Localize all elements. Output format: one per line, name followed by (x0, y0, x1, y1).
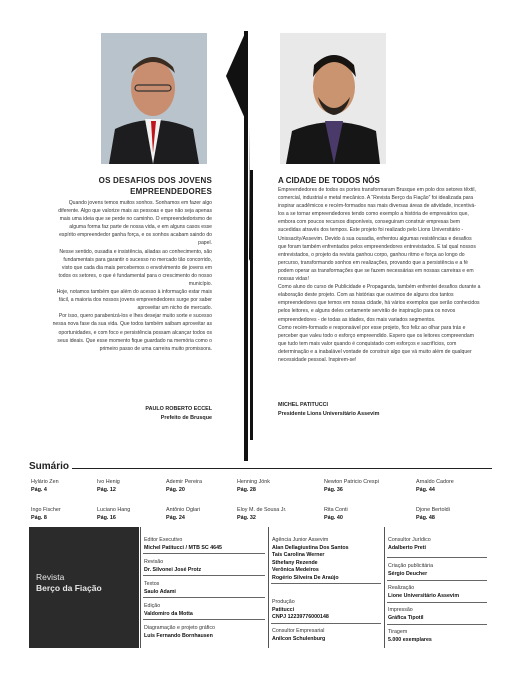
credit-label: Edição (144, 603, 161, 609)
credit-value: Verônica Medeiros (272, 567, 319, 573)
left-paragraph: Hoje, notamos também que além do acesso à informação estar mais fácil, a maioria dos nossos jovens empreendedores surge por saber aproveitar um nicho de mercado. (56, 289, 212, 312)
toc-item[interactable] (324, 478, 404, 494)
credit-rule (271, 623, 381, 624)
portrait-man-suit-icon (101, 33, 207, 164)
credit-value: Dr. Silvonei José Protz (144, 566, 202, 573)
toc-name: Rita Conti (324, 507, 348, 513)
masthead-title (36, 572, 102, 594)
toc-item[interactable] (237, 506, 317, 522)
credit-rule (387, 580, 487, 581)
credit-label: Editor Executivo (144, 537, 183, 543)
credit-rule (387, 624, 487, 625)
left-title-line2: EMPREENDEDORES (130, 187, 212, 196)
toc-name: Newton Patricio Crespi (324, 479, 379, 485)
credit-value: Patitucci (272, 606, 295, 613)
center-divider (222, 31, 252, 461)
right-article-title: A CIDADE DE TODOS NÓS (278, 176, 380, 185)
credit-value: CNPJ 12239776000148 (272, 614, 329, 620)
credit-revisao (144, 559, 252, 574)
toc-name: Eloy M. de Sousa Jr. (237, 507, 287, 513)
revista-label: Revista (36, 572, 65, 582)
toc-page: Pág. 28 (237, 487, 256, 493)
credit-label: Diagramação e projeto gráfico (144, 625, 215, 631)
left-paragraph: Por isso, quero parabenizá-los e lhes desejar muito sorte e sucesso nessa nova fase da sua vida. Que todos também saibam aproveitar as oportunidades, e com foco e persistência possam alcançar todos os seus ideais. Que esse momento fique guardado na memória como o primeiro passo de uma carreira muito promissora. (52, 313, 212, 352)
signature-role: Presidente Lions Universitário Assevim (278, 411, 380, 417)
credit-rule (143, 597, 265, 598)
credit-value: Michel Patitucci / MTB SC 4645 (144, 544, 223, 551)
credit-value: Gráfica Tipotil (388, 614, 424, 621)
credit-rule (387, 602, 487, 603)
credit-consultor-juridico (388, 537, 496, 552)
credit-impressao (388, 607, 496, 622)
toc-page: Pág. 36 (324, 487, 343, 493)
credit-realizacao (388, 585, 496, 600)
credit-rule (143, 619, 265, 620)
credit-label: Tiragem (388, 629, 408, 635)
credit-label: Criação publicitária (388, 563, 434, 569)
credit-edicao (144, 603, 252, 618)
credit-label: Revisão (144, 559, 164, 565)
toc-page: Pág. 8 (31, 515, 47, 521)
left-paragraph: Quando jovens temos muitos sonhos. Sonhamos em fazer algo diferente. Algo que valorize mais as pessoas e que não seja apenas mais uma ideia que se perde no caminho. O empreendedorismo de alguma forma faz parte de nossa vida, e em alguns casos esse espírito empreendedor ganha força, e os sonhos acabam saindo do papel. (58, 200, 212, 247)
toc-page: Pág. 24 (166, 515, 185, 521)
credits-separator (268, 527, 269, 648)
toc-item[interactable] (166, 506, 246, 522)
toc-name: Antônio Oglari (166, 507, 201, 513)
credit-value: 5.000 exemplares (388, 636, 432, 643)
signature-name: MICHEL PATITUCCI (278, 402, 329, 408)
toc-item[interactable] (97, 506, 177, 522)
right-paragraph: Como recém-formado e responsável por esse projeto, fico feliz ao olhar para trás e perceber que valeu todo o esforço empreendido. Espero que os leitores compreendam que tudo tem mais valor quando é conquistado com esforços e sacrifícios, com determinação e a inabalável vontade de construir algo que vá muito além de qualquer necessidade pessoal. Inspirem-se! (278, 324, 474, 363)
toc-item[interactable] (97, 478, 177, 494)
left-signature (52, 405, 212, 423)
toc-page: Pág. 12 (97, 487, 116, 493)
credit-consultor-empresarial (272, 628, 380, 643)
portrait-young-man-icon (280, 33, 386, 164)
credit-label: Consultor Jurídico (388, 537, 431, 543)
toc-name: Ivo Henig (97, 479, 120, 485)
revista-title: Berço da Fiação (36, 583, 102, 593)
toc-name: Ademir Pereira (166, 479, 202, 485)
credits-separator (384, 527, 385, 648)
credit-textos (144, 581, 252, 596)
toc-name: Djone Bertoldi (416, 507, 450, 513)
right-article-body (278, 186, 481, 364)
left-paragraph: Nesse sentido, ousadia e insistência, aliadas ao conhecimento, são fundamentais para garantir o sucesso no mercado tão concorrido, visto que cada dia mais percebemos o envolvimento de jovens em todos os setores, o que é fundamental para o crescimento do nosso município. (58, 248, 212, 287)
credit-value: Sthefany Rezende (272, 559, 318, 566)
credit-value: Taís Carolina Werner (272, 552, 325, 558)
credit-label: Consultor Empresarial (272, 628, 325, 634)
credit-label: Realização (388, 585, 415, 591)
toc-page: Pág. 44 (416, 487, 435, 493)
toc-page: Pág. 40 (324, 515, 343, 521)
toc-item[interactable] (416, 478, 496, 494)
sumario-rule (72, 468, 492, 469)
credit-label: Impressão (388, 607, 413, 613)
sumario-title: Sumário (29, 461, 70, 472)
toc-page: Pág. 20 (166, 487, 185, 493)
signature-name: PAULO ROBERTO ECCEL (145, 406, 212, 412)
credit-value: Alan Dellagiustina Dos Santos (272, 544, 349, 551)
credit-rule (387, 557, 487, 558)
left-article-body (52, 199, 212, 353)
credit-value: Luis Fernando Bornhausen (144, 632, 213, 639)
toc-name: Ingo Fischer (31, 507, 61, 513)
toc-name: Hylário Zen (31, 479, 59, 485)
toc-item[interactable] (166, 478, 246, 494)
credit-value: Saulo Adami (144, 588, 176, 595)
credit-rule (271, 583, 381, 584)
toc-item[interactable] (237, 478, 317, 494)
toc-name: Luciano Hang (97, 507, 131, 513)
credit-rule (143, 553, 265, 554)
toc-page: Pág. 32 (237, 515, 256, 521)
right-divider-bar (250, 170, 253, 440)
photo-paulo-roberto-eccel (101, 33, 207, 164)
photo-michel-patitucci (280, 33, 386, 164)
toc-item[interactable] (416, 506, 496, 522)
right-paragraph: Empreendedores de todos os portes transformaram Brusque em polo dos setores têxtil, comercial, industrial e metal mecânico. A “Revista Berço da Fiação” foi idealizada para inspirar acadêmicos e recém-formados nas mais diversas áreas de atividade, incentivá-los a se tornar empreendedores tendo como exemplo a história de empresários que, embora com poucos recursos disponíveis, conseguiram construir empresas bem sucedidas através dos tempos. Este projeto foi realizado pelo Lions Universitário - Unissacity/Assevim. Devido à sua ousadia, enfrentou algumas resistências e desafios que foram também enfrentados pelos empreendedores entrevistados. E tal qual nossos entrevistados, o projeto da revista ganhou corpo, ganhou ritmo e força ao longo do percurso, transformando sonhos em realizações, provando que a persistência e a fé podem operar as transformações que se fazem necessárias em nossas carreiras e em nossas vidas! (278, 187, 476, 283)
right-signature (278, 401, 478, 419)
toc-name: Arnaldo Cadore (416, 479, 454, 485)
right-paragraph: Como aluno do curso de Publicidade e Propaganda, também enfrentei desafios durante a elaboração deste projeto. Com as histórias que ouvimos de alguns dos tantos empreendedores que temos em nossa cidade, há vários exemplos que serão conhecidos pelos leitores, e alguns deles certamente servirão de inspiração para os novos empreendedores - de todas as idades, dos mais variados segmentos. (278, 284, 481, 323)
credit-rule (143, 575, 265, 576)
credit-value: Rogério Silveira De Araújo (272, 574, 339, 581)
credit-value: Valdomiro da Motta (144, 610, 193, 617)
credit-value: Lione Universitário Assevim (388, 592, 460, 599)
toc-page: Pág. 48 (416, 515, 435, 521)
credit-label: Textos (144, 581, 160, 587)
toc-item[interactable] (324, 506, 404, 522)
credit-label: Produção (272, 599, 295, 605)
credit-value: Adalberto Preti (388, 544, 426, 551)
left-title-line1: OS DESAFIOS DOS JOVENS (98, 176, 212, 185)
credit-label: Agência Junior Assevim (272, 537, 329, 543)
credit-agencia (272, 537, 380, 582)
credit-value: Sérgio Deucher (388, 570, 428, 577)
credit-criacao (388, 563, 496, 578)
toc-page: Pág. 16 (97, 515, 116, 521)
toc-name: Henning Jönk (237, 479, 270, 485)
credit-tiragem (388, 629, 496, 644)
credit-diagramacao (144, 625, 266, 640)
credit-editor (144, 537, 252, 552)
left-article-title (52, 175, 212, 197)
signature-role: Prefeito de Brusque (160, 415, 212, 421)
credit-value: Anilcon Schulenburg (272, 635, 326, 642)
toc-page: Pág. 4 (31, 487, 47, 493)
credits-separator (140, 527, 141, 648)
credit-producao (272, 599, 380, 622)
